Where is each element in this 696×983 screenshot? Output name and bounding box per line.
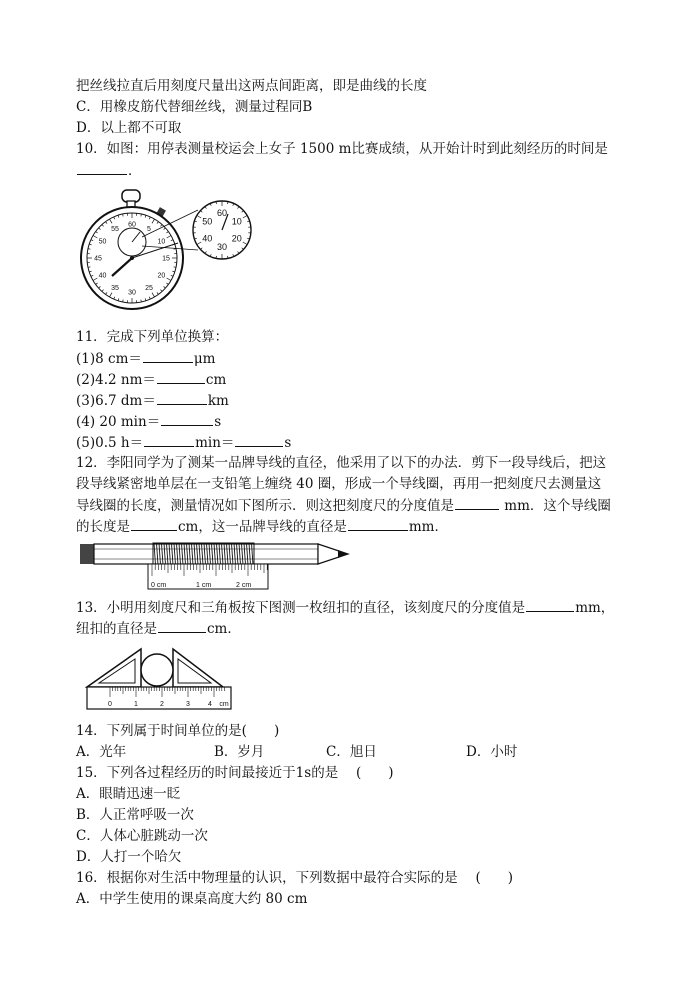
answer-blank[interactable] (157, 369, 205, 384)
zoomed-dial-label: 30 (216, 242, 228, 252)
ruler-label-4: 4 (208, 701, 212, 708)
dial-label: 5 (147, 226, 151, 234)
button-coin (141, 654, 173, 686)
zoomed-dial-label: 20 (231, 233, 242, 244)
conversion-5: (5)0.5 h＝ min＝ s (76, 432, 291, 453)
pencil-ruler-figure (78, 540, 353, 592)
zoomed-dial-label: 60 (216, 208, 228, 218)
dial-label: 30 (128, 289, 136, 297)
answer-blank[interactable] (455, 495, 499, 510)
question-15: 15．下列各过程经历的时间最接近于1s的是 ( ) (76, 765, 394, 781)
question-12-line-4: 的长度是 cm，这一品牌导线的直径是 mm． (76, 516, 448, 537)
question-14: 14．下列属于时间单位的是( ) (76, 723, 280, 739)
option-b[interactable]: B．岁月 (214, 744, 265, 760)
stopwatch-figure (80, 188, 255, 318)
ruler-labels (151, 582, 251, 589)
ruler-label-cm: cm (219, 701, 229, 708)
left-triangle (87, 649, 141, 687)
ruler-label-1: 1 cm (196, 582, 212, 589)
dial-label: 35 (111, 284, 119, 292)
option-d[interactable]: D．人打一个哈欠 (76, 849, 182, 865)
answer-blank[interactable] (131, 516, 177, 531)
answer-blank[interactable] (143, 348, 193, 363)
zoomed-dial-label: 10 (231, 216, 242, 227)
question-12-line-3: 导线圈的长度，测量情况如下图所示．则这把刻度尺的分度值是 mm．这个导线圈 (76, 495, 611, 516)
ruler-label-2: 2 (160, 701, 164, 708)
answer-blank[interactable] (158, 618, 206, 633)
question-12-line-1: 12．李阳同学为了测某一品牌导线的直径，他采用了以下的办法．剪下一段导线后，把这 (76, 455, 607, 471)
question-14-options (76, 742, 517, 762)
ruler-label-1: 1 (134, 701, 138, 708)
dial-label: 25 (145, 284, 153, 292)
ruler-label-0: 0 (108, 701, 112, 708)
zoomed-dial-label: 50 (202, 216, 213, 227)
dial-label: 40 (98, 272, 107, 280)
option-a[interactable]: A．中学生使用的课桌高度大约 80 cm (76, 891, 308, 907)
option-c[interactable]: C．人体心脏跳动一次 (76, 828, 208, 844)
option-d[interactable]: D．小时 (466, 744, 518, 760)
answer-blank[interactable] (157, 390, 207, 405)
answer-blank[interactable] (77, 160, 127, 175)
answer-blank[interactable] (526, 597, 574, 612)
ruler-label-2: 2 cm (236, 582, 252, 589)
dial-label: 55 (111, 226, 119, 234)
dial-label: 15 (162, 255, 170, 263)
dial-label: 10 (157, 238, 166, 246)
pencil-eraser (80, 544, 94, 564)
question-10-answer-line: ． (76, 160, 142, 181)
answer-blank[interactable] (235, 432, 283, 447)
zoomed-dial-label: 40 (202, 233, 213, 244)
answer-blank[interactable] (161, 411, 213, 426)
pencil-body (94, 544, 318, 564)
question-10: 10．如图：用停表测量校运会上女子 1500 m比赛成绩，从开始计时到此刻经历的时间是 (76, 141, 608, 157)
question-13-line-2: 纽扣的直径是 cm． (76, 618, 241, 639)
hand-pivot (130, 256, 134, 260)
dial-label: 20 (157, 272, 166, 280)
conversion-2: (2)4.2 nm＝ cm (76, 369, 226, 390)
question-11: 11．完成下列单位换算： (76, 329, 229, 345)
conversion-3: (3)6.7 dm＝ km (76, 390, 229, 411)
option-b-continued: 把丝线拉直后用刻度尺量出这两点间距离，即是曲线的长度 (76, 78, 427, 94)
option-d: D．以上都不可取 (76, 120, 182, 136)
option-c: C．用橡皮筋代替细丝线，测量过程同B (76, 99, 313, 115)
option-c[interactable]: C．旭日 (326, 744, 377, 760)
ruler-label-3: 3 (186, 701, 190, 708)
question-16: 16．根据你对生活中物理量的认识，下列数据中最符合实际的是 ( ) (76, 870, 514, 886)
dial-label: 60 (128, 221, 136, 229)
option-b[interactable]: B．人正常呼吸一次 (76, 807, 194, 823)
dial-label: 50 (98, 238, 107, 246)
stopwatch-crown (122, 190, 140, 202)
answer-blank[interactable] (348, 516, 408, 531)
conversion-1: (1)8 cm＝ μm (76, 348, 215, 369)
conversion-4: (4) 20 min＝ s (76, 411, 221, 432)
right-triangle (173, 649, 223, 687)
question-12-line-2: 段导线紧密地单层在一支铅笔上缠绕 40 圈，形成一个导线圈，再用一把刻度尺去测量这 (76, 476, 602, 492)
button-ruler-figure (85, 645, 235, 711)
ruler-label-0: 0 cm (151, 582, 167, 589)
answer-blank[interactable] (144, 432, 194, 447)
option-a[interactable]: A．光年 (76, 744, 127, 760)
option-a[interactable]: A．眼睛迅速一眨 (76, 786, 181, 802)
question-13-line-1: 13．小明用刻度尺和三角板按下图测一枚纽扣的直径，该刻度尺的分度值是 mm， (76, 597, 614, 618)
dial-label: 45 (94, 255, 102, 263)
